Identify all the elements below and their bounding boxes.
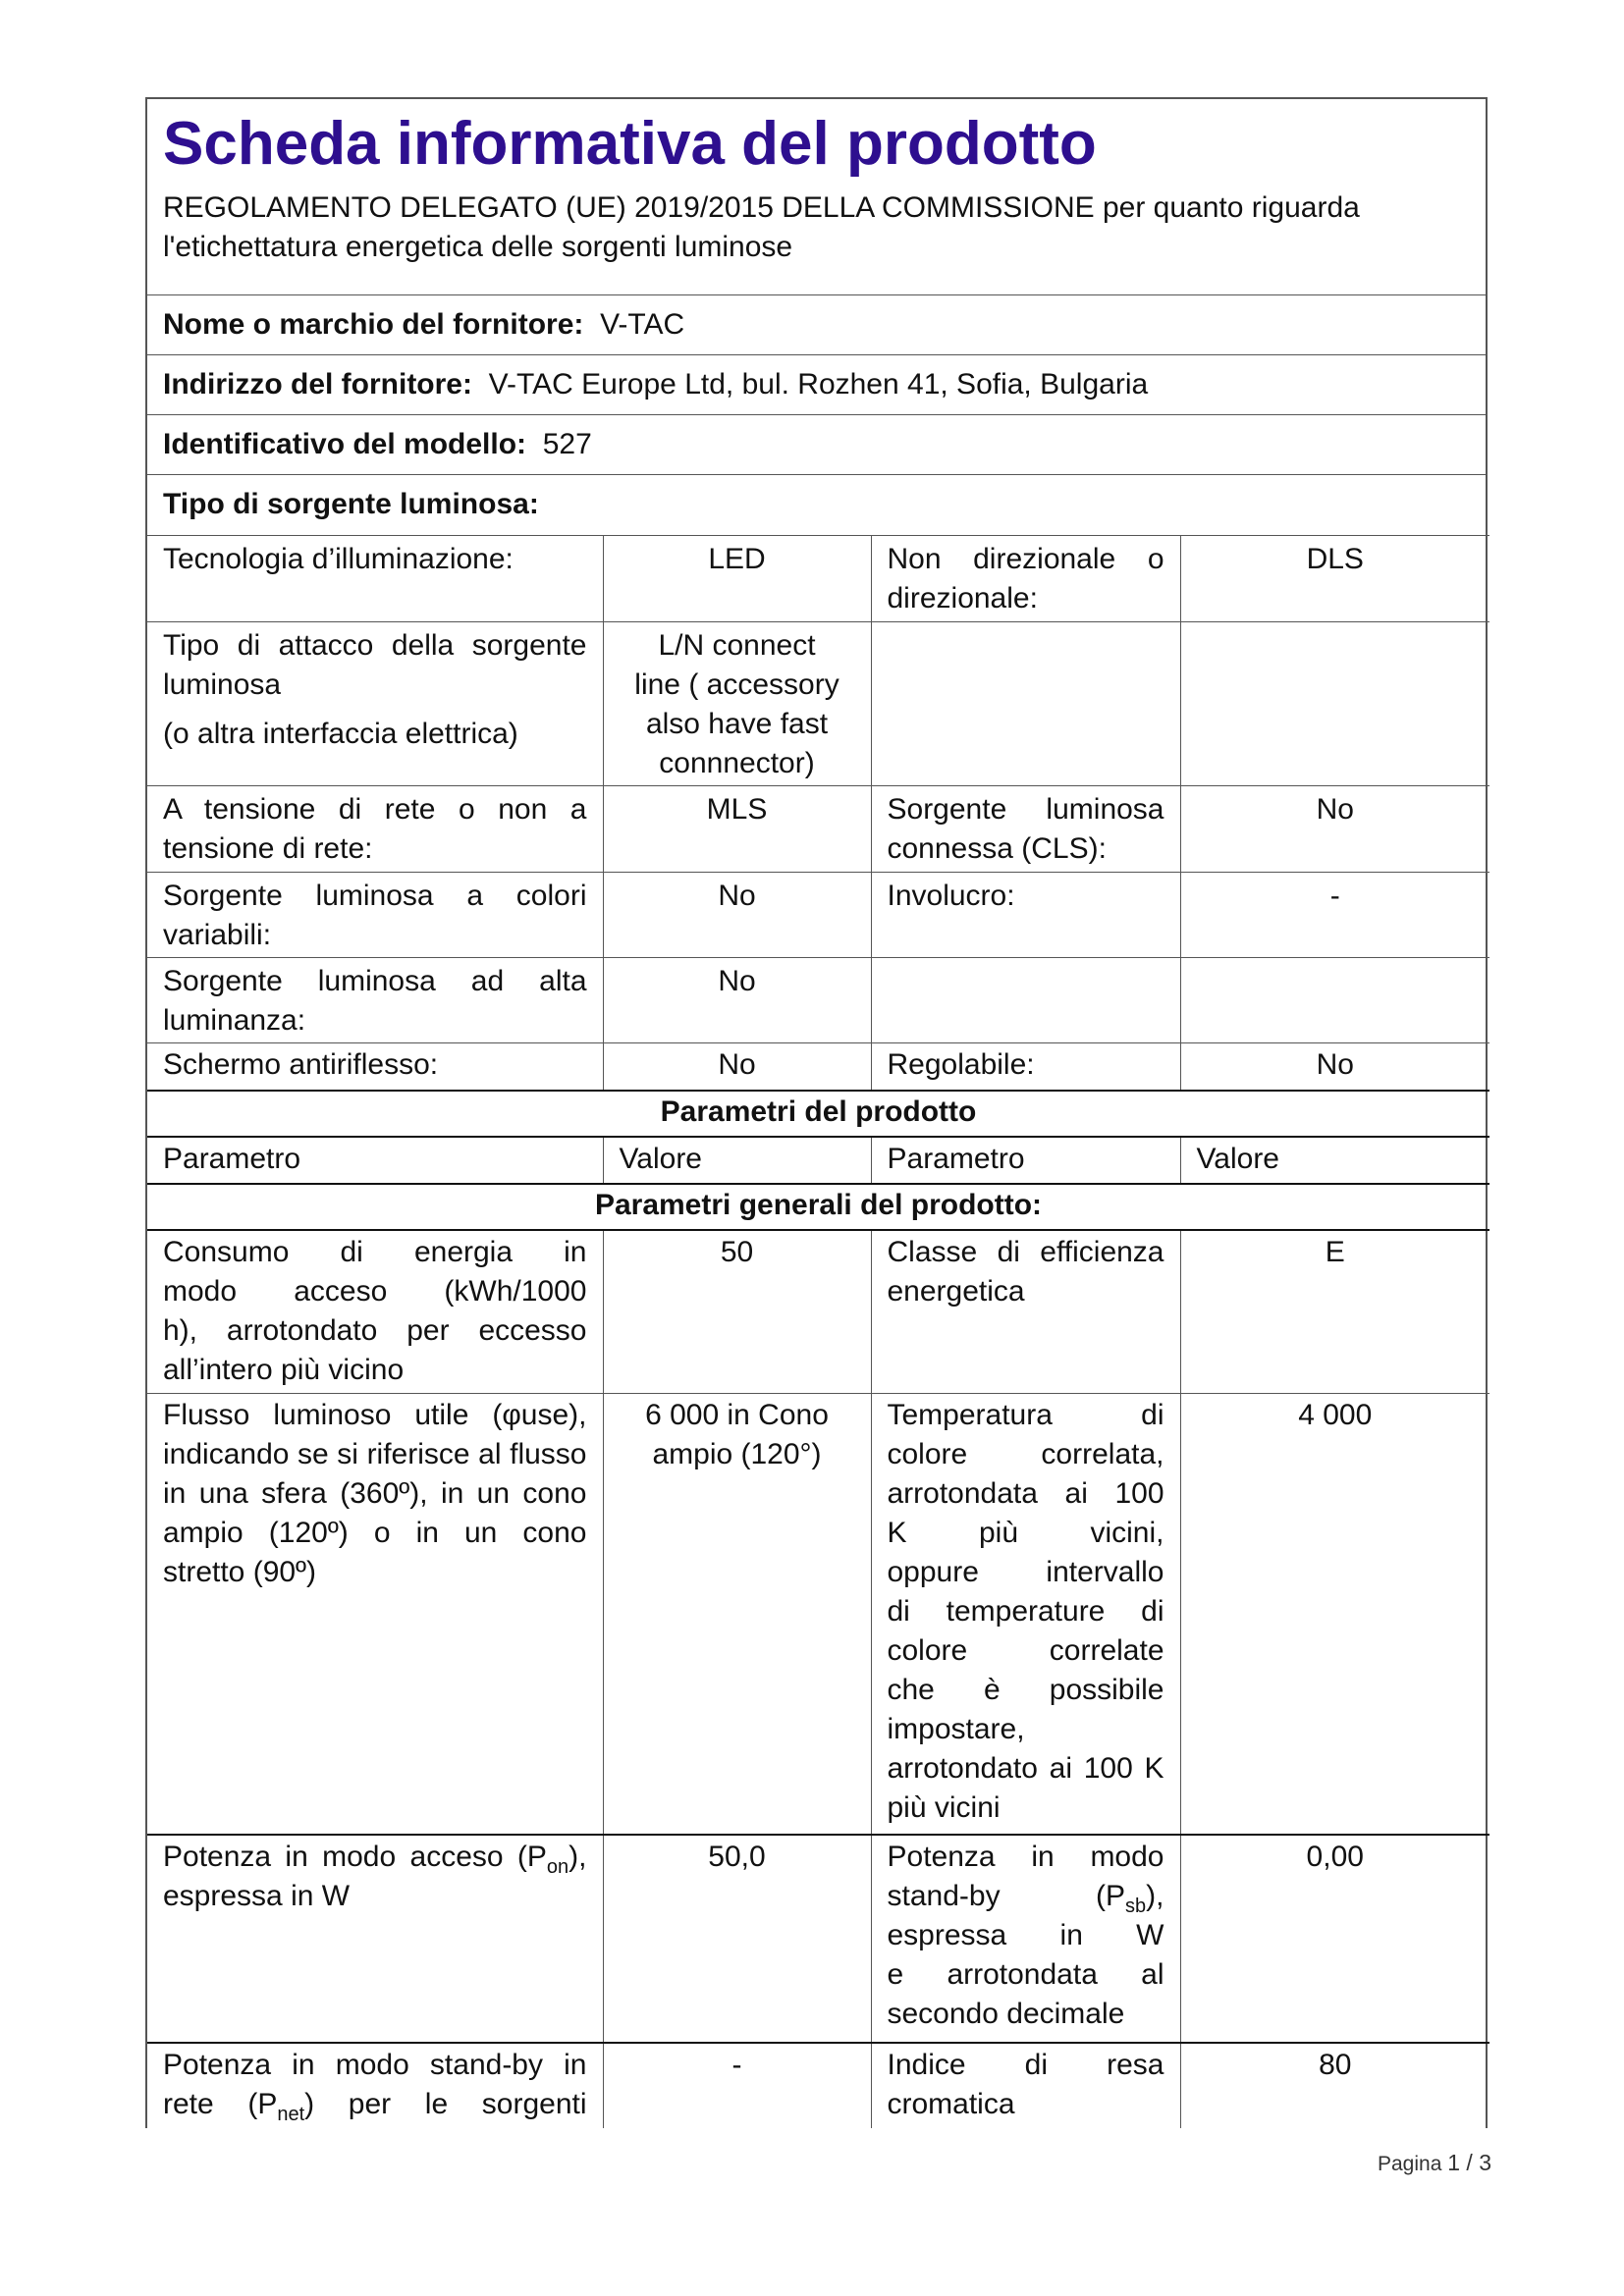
cell-label: Potenza in modo stand-by in rete $(P_{net})$ per le sorgenti bbox=[147, 2043, 603, 2128]
table-row bbox=[147, 2043, 1489, 2128]
cell-label: Sorgente luminosa connessa (CLS): bbox=[871, 786, 1180, 873]
regulation-text: REGOLAMENTO DELEGATO (UE) 2019/2015 DELLA COMMISSIONE per quanto riguarda l'etichettatura energetica delle sorgenti luminose bbox=[163, 190, 1360, 263]
table-row bbox=[147, 1835, 1489, 2043]
cell-label: Tecnologia d’illuminazione: bbox=[147, 536, 603, 622]
page-title: Scheda informativa del prodotto bbox=[163, 110, 1097, 178]
cell-value: MLS bbox=[603, 786, 871, 873]
cell-value: 50 bbox=[603, 1230, 871, 1394]
table-row bbox=[147, 1137, 1489, 1184]
cell-value: No bbox=[603, 958, 871, 1043]
product-table bbox=[147, 535, 1489, 2128]
params-header: Parametri del prodotto bbox=[147, 1091, 1489, 1137]
cell-value: 50,0 bbox=[603, 1835, 871, 2043]
table-row bbox=[147, 536, 1489, 622]
cell-value: L/N connect line ( accessory also have fast connnector) bbox=[603, 622, 871, 786]
address-label: Indirizzo del fornitore: bbox=[163, 368, 472, 400]
address-value: V-TAC Europe Ltd, bul. Rozhen 41, Sofia, Bulgaria bbox=[488, 368, 1149, 400]
cell-label: Schermo antiriflesso: bbox=[147, 1043, 603, 1091]
cell-label: Potenza in modo acceso $(P_{on})$, espressa in W bbox=[147, 1835, 603, 2043]
col-header-param: Parametro bbox=[871, 1137, 1180, 1184]
cell-value: No bbox=[1180, 786, 1489, 873]
source-type-label: Tipo di sorgente luminosa: bbox=[163, 488, 539, 520]
model-label: Identificativo del modello: bbox=[163, 428, 527, 460]
table-row bbox=[147, 1184, 1489, 1230]
cell-label: Flusso luminoso utile (φuse), indicando se si riferisce al flusso in una sfera (360º), in un cono ampio (120º) o in un cono stretto (90º) bbox=[147, 1394, 603, 1835]
table-row bbox=[147, 1091, 1489, 1137]
table-row bbox=[147, 1043, 1489, 1091]
cell-label: Non direzionale o direzionale: bbox=[871, 536, 1180, 622]
cell-value: 4 000 bbox=[1180, 1394, 1489, 1835]
source-type-row bbox=[147, 475, 1486, 535]
cell-label: Classe di efficienza energetica bbox=[871, 1230, 1180, 1394]
col-header-value: Valore bbox=[603, 1137, 871, 1184]
table-row bbox=[147, 873, 1489, 958]
cell-label: Regolabile: bbox=[871, 1043, 1180, 1091]
cell-value: No bbox=[1180, 1043, 1489, 1091]
title-block bbox=[147, 99, 1486, 295]
cell-empty bbox=[871, 622, 1180, 786]
cell-label: Temperatura di colore correlata, arrotondata ai 100 K più vicini, oppure intervallo di temperature di colore correlate che è possibile impostare, arrotondato ai 100 K più vicini bbox=[871, 1394, 1180, 1835]
address-row bbox=[147, 355, 1486, 415]
table-row bbox=[147, 1394, 1489, 1835]
col-header-param: Parametro bbox=[147, 1137, 603, 1184]
cell-label: Sorgente luminosa a colori variabili: bbox=[147, 873, 603, 958]
cell-label: Potenza in modo stand-by $(P_{sb})$, espressa in W e arrotondata al secondo decimale bbox=[871, 1835, 1180, 2043]
cell-label: Tipo di attacco della sorgente luminosa (o altra interfaccia elettrica) bbox=[147, 622, 603, 786]
table-row bbox=[147, 1230, 1489, 1394]
cell-label: Involucro: bbox=[871, 873, 1180, 958]
cell-value: - bbox=[1180, 873, 1489, 958]
cell-value: - bbox=[603, 2043, 871, 2128]
cell-value: 6 000 in Cono ampio (120°) bbox=[603, 1394, 871, 1835]
cell-label: Consumo di energia in modo acceso (kWh/1000 h), arrotondato per eccesso all’intero più vicino bbox=[147, 1230, 603, 1394]
cell-label: A tensione di rete o non a tensione di rete: bbox=[147, 786, 603, 873]
supplier-value: V-TAC bbox=[600, 308, 685, 341]
cell-empty bbox=[1180, 958, 1489, 1043]
cell-value: E bbox=[1180, 1230, 1489, 1394]
page-label: Pagina bbox=[1378, 2153, 1442, 2175]
page-footer bbox=[1378, 2150, 1491, 2176]
cell-value: LED bbox=[603, 536, 871, 622]
product-sheet bbox=[145, 97, 1488, 2128]
cell-label: Sorgente luminosa ad alta luminanza: bbox=[147, 958, 603, 1043]
table-row bbox=[147, 958, 1489, 1043]
cell-value: No bbox=[603, 1043, 871, 1091]
cell-empty bbox=[1180, 622, 1489, 786]
col-header-value: Valore bbox=[1180, 1137, 1489, 1184]
cell-empty bbox=[871, 958, 1180, 1043]
model-row bbox=[147, 415, 1486, 475]
general-header: Parametri generali del prodotto: bbox=[147, 1184, 1489, 1230]
table-row bbox=[147, 786, 1489, 873]
cell-value: DLS bbox=[1180, 536, 1489, 622]
cell-value: 80 bbox=[1180, 2043, 1489, 2128]
supplier-label: Nome o marchio del fornitore: bbox=[163, 308, 584, 341]
cell-value: 0,00 bbox=[1180, 1835, 1489, 2043]
cell-value: No bbox=[603, 873, 871, 958]
cell-label: Indice di resa cromatica bbox=[871, 2043, 1180, 2128]
table-row bbox=[147, 622, 1489, 786]
model-value: 527 bbox=[542, 428, 592, 460]
page-number: 1 / 3 bbox=[1447, 2150, 1491, 2175]
supplier-row bbox=[147, 295, 1486, 355]
